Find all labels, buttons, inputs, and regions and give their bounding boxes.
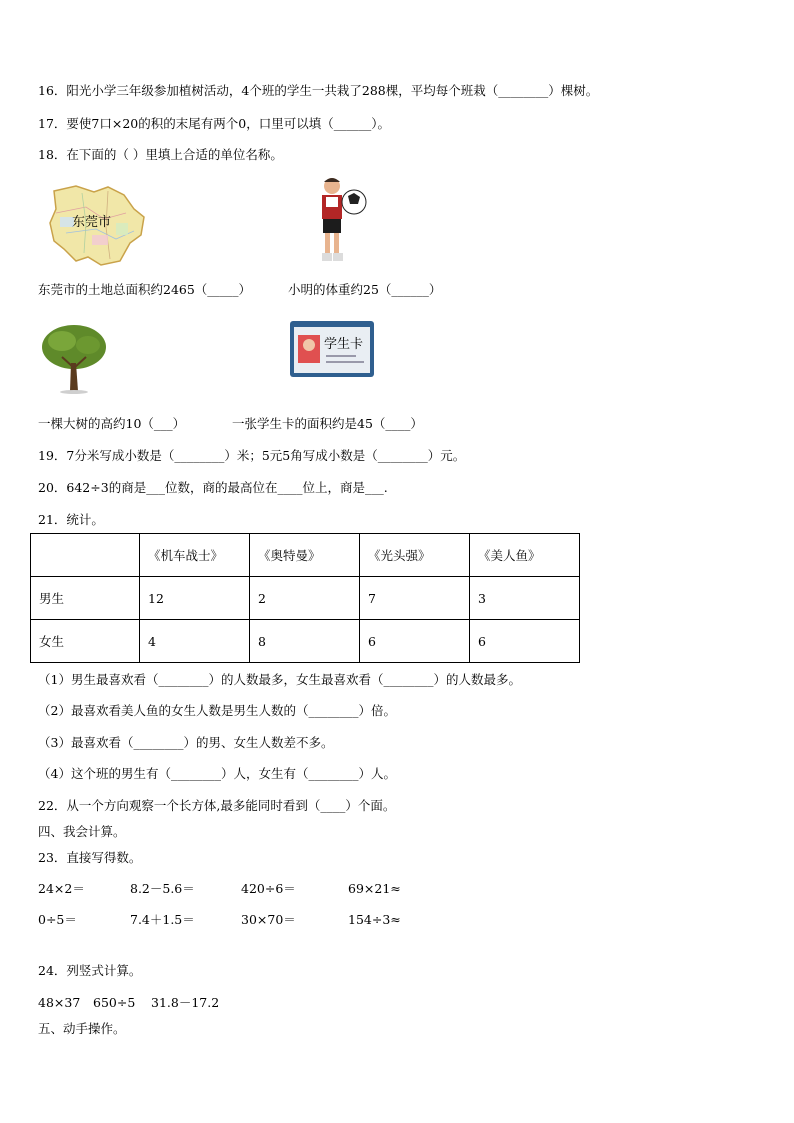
question-21-3: （3）最喜欢看（________）的男、女生人数差不多。: [38, 735, 334, 750]
table-cell: 4: [140, 620, 250, 663]
calc-item: 30×70＝: [241, 912, 296, 927]
boy-with-ball-image: [312, 176, 368, 268]
question-18-a: 东莞市的土地总面积约2465（_____）: [38, 282, 252, 297]
question-18: 18．在下面的（ ）里填上合适的单位名称。: [38, 147, 283, 162]
calc-item: 7.4＋1.5＝: [130, 912, 195, 927]
table-header-cell: 《奥特曼》: [250, 534, 360, 577]
table-cell: 12: [140, 577, 250, 620]
table-cell: 6: [470, 620, 580, 663]
table-cell: 6: [360, 620, 470, 663]
calc-item: 650÷5: [93, 995, 136, 1010]
calc-item: 8.2－5.6＝: [130, 881, 195, 896]
question-24: 24．列竖式计算。: [38, 963, 142, 978]
question-22: 22．从一个方向观察一个长方体,最多能同时看到（____）个面。: [38, 798, 396, 813]
question-18-c: 一棵大树的高约10（___）: [38, 416, 186, 431]
calc-item: 48×37: [38, 995, 81, 1010]
question-16: 16．阳光小学三年级参加植树活动，4个班的学生一共栽了288棵，平均每个班栽（________）棵树。: [38, 83, 599, 98]
question-19: 19．7分米写成小数是（________）米；5元5角写成小数是（________）元。: [38, 448, 466, 463]
calc-item: 420÷6＝: [241, 881, 296, 896]
question-21-2: （2）最喜欢看美人鱼的女生人数是男生人数的（________）倍。: [38, 703, 396, 718]
question-21-4: （4）这个班的男生有（________）人，女生有（________）人。: [38, 766, 396, 781]
question-18-b: 小明的体重约25（______）: [288, 282, 442, 297]
table-cell: 2: [250, 577, 360, 620]
calc-item: 31.8－17.2: [151, 995, 220, 1010]
question-20: 20．642÷3的商是___位数，商的最高位在____位上，商是___.: [38, 480, 388, 495]
tree-image: [40, 323, 108, 395]
student-card-image: [290, 321, 374, 377]
table-cell: 8: [250, 620, 360, 663]
table-row: [31, 620, 580, 663]
map-label: 东莞市: [72, 215, 112, 230]
table-cell: 7: [360, 577, 470, 620]
question-21-1: （1）男生最喜欢看（________）的人数最多，女生最喜欢看（________）的人数最多。: [38, 672, 521, 687]
section-5-heading: 五、动手操作。: [38, 1021, 126, 1036]
calc-item: 154÷3≈: [348, 912, 401, 927]
question-23: 23．直接写得数。: [38, 850, 142, 865]
calc-item: 24×2＝: [38, 881, 85, 896]
table-header-cell: 《美人鱼》: [470, 534, 580, 577]
question-21: 21．统计。: [38, 512, 104, 527]
section-4-heading: 四、我会计算。: [38, 824, 126, 839]
calc-item: 0÷5＝: [38, 912, 77, 927]
dongguan-map-image: [46, 183, 148, 269]
table-row: [31, 577, 580, 620]
table-header-cell: 《机车战士》: [140, 534, 250, 577]
table-header-cell: 《光头强》: [360, 534, 470, 577]
statistics-table: [30, 533, 580, 663]
calc-item: 69×21≈: [348, 881, 401, 896]
table-cell: 男生: [31, 577, 140, 620]
table-header-row: [31, 534, 580, 577]
table-header-cell: [31, 534, 140, 577]
question-18-d: 一张学生卡的面积约是45（____）: [232, 416, 423, 431]
question-17: 17．要使7口×20的积的末尾有两个0，口里可以填（______）。: [38, 116, 390, 131]
table-cell: 3: [470, 577, 580, 620]
card-label: 学生卡: [324, 337, 364, 352]
table-cell: 女生: [31, 620, 140, 663]
